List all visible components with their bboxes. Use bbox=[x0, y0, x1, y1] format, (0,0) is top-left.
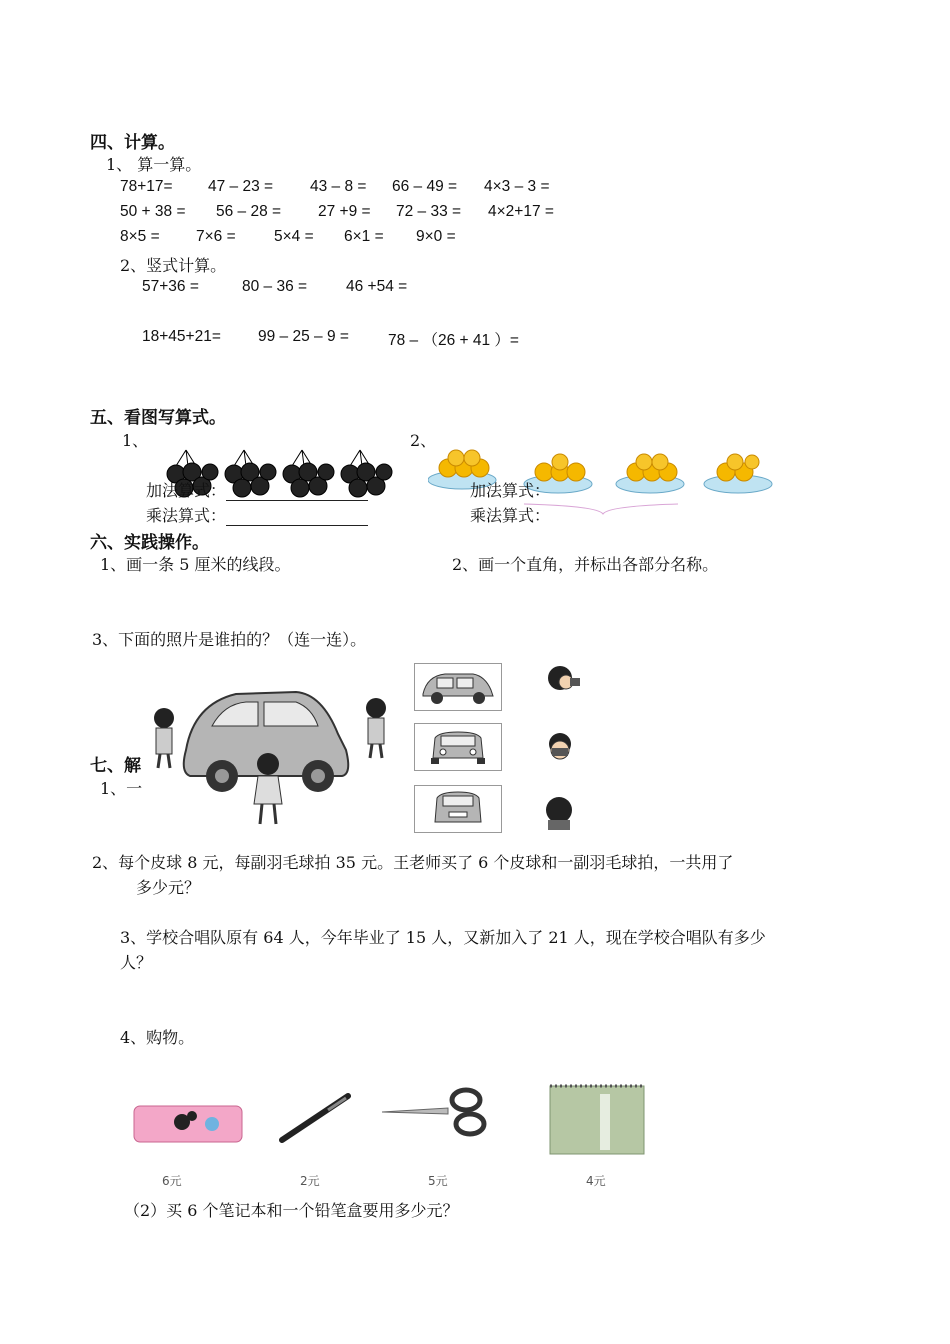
practice-q2: 2、画一个直角，并标出各部分名称。 bbox=[452, 555, 719, 574]
equation: 4×3 – 3 = bbox=[484, 178, 550, 195]
equation: 7×6 = bbox=[196, 228, 236, 245]
picture1-label: 1、 bbox=[122, 431, 149, 450]
equation: 78+17= bbox=[120, 178, 173, 195]
car-front-icon bbox=[415, 724, 501, 770]
section5-title: 五、看图写算式。 bbox=[90, 408, 226, 428]
equation: 9×0 = bbox=[416, 228, 456, 245]
solve-q2-line1: 2、每个皮球 8 元，每副羽毛球拍 35 元。王老师买了 6 个皮球和一副羽毛球拍，一共用了 bbox=[92, 853, 734, 872]
equation: 5×4 = bbox=[274, 228, 314, 245]
solve-q1-partial: 1、一 bbox=[100, 779, 143, 798]
solve-q4-label: 4、购物。 bbox=[120, 1028, 195, 1047]
equation: 57+36 = bbox=[142, 278, 199, 295]
equation: 43 – 8 = bbox=[310, 178, 367, 195]
multiplication-label: 乘法算式： bbox=[146, 506, 227, 525]
solve-q3-line2: 人？ bbox=[120, 953, 153, 972]
pencil-case-icon bbox=[132, 1096, 246, 1152]
pen-icon bbox=[276, 1090, 356, 1146]
multiplication-formula-2 bbox=[470, 503, 550, 526]
addition-formula-2 bbox=[470, 478, 550, 501]
picture2-label: 2、 bbox=[410, 431, 437, 450]
equation: 50 + 38 = bbox=[120, 203, 186, 220]
girl-camera-icon[interactable] bbox=[536, 660, 584, 700]
multiplication-label: 乘法算式： bbox=[470, 506, 551, 525]
price-pencil-case: 6元 bbox=[162, 1174, 182, 1188]
price-scissors: 5元 bbox=[428, 1174, 448, 1188]
equation: 72 – 33 = bbox=[396, 203, 462, 220]
multiplication-formula-1 bbox=[146, 503, 368, 526]
notebook-icon bbox=[548, 1080, 648, 1156]
boy-camera-icon[interactable] bbox=[540, 728, 580, 768]
equation: 78 – （26 + 41 ）= bbox=[388, 332, 519, 349]
equation: 56 – 28 = bbox=[216, 203, 282, 220]
section4-title: 四、计算。 bbox=[90, 133, 175, 153]
solve-q3-line1: 3、学校合唱队原有 64 人，今年毕业了 15 人，又新加入了 21 人，现在学校合唱队有多少 bbox=[120, 928, 766, 947]
addition-formula-1 bbox=[146, 478, 368, 501]
equation: 8×5 = bbox=[120, 228, 160, 245]
equation: 46 +54 = bbox=[346, 278, 408, 295]
solve-q2-line2: 多少元？ bbox=[136, 878, 201, 897]
equation: 6×1 = bbox=[344, 228, 384, 245]
addition-label: 加法算式： bbox=[146, 481, 227, 500]
answer-line[interactable] bbox=[226, 486, 368, 501]
equation: 4×2+17 = bbox=[488, 203, 554, 220]
price-pen: 2元 bbox=[300, 1174, 320, 1188]
equation: 27 +9 = bbox=[318, 203, 371, 220]
child-back-icon[interactable] bbox=[538, 792, 580, 834]
section6-title: 六、实践操作。 bbox=[90, 533, 209, 553]
car-side-icon bbox=[415, 664, 501, 710]
q1-label: 1、 算一算。 bbox=[106, 155, 202, 174]
practice-q3: 3、下面的照片是谁拍的？（连一连）。 bbox=[92, 630, 367, 649]
solve-q4-sub2: （2）买 6 个笔记本和一个铅笔盒要用多少元？ bbox=[124, 1201, 459, 1220]
equation: 66 – 49 = bbox=[392, 178, 458, 195]
equation: 47 – 23 = bbox=[208, 178, 274, 195]
answer-line[interactable] bbox=[226, 511, 368, 526]
section7-title: 七、解 bbox=[90, 756, 141, 776]
q2-label: 2、竖式计算。 bbox=[120, 256, 227, 275]
photo-front-view[interactable] bbox=[414, 723, 502, 771]
equation: 18+45+21= bbox=[142, 328, 221, 345]
price-notebook: 4元 bbox=[586, 1174, 606, 1188]
equation: 80 – 36 = bbox=[242, 278, 308, 295]
addition-label: 加法算式： bbox=[470, 481, 551, 500]
photo-side-view[interactable] bbox=[414, 663, 502, 711]
car-scene-illustration bbox=[146, 664, 402, 834]
equation: 99 – 25 – 9 = bbox=[258, 328, 349, 345]
photo-back-view[interactable] bbox=[414, 785, 502, 833]
car-back-icon bbox=[415, 786, 501, 832]
scissors-icon bbox=[378, 1084, 500, 1144]
practice-q1: 1、画一条 5 厘米的线段。 bbox=[100, 555, 291, 574]
